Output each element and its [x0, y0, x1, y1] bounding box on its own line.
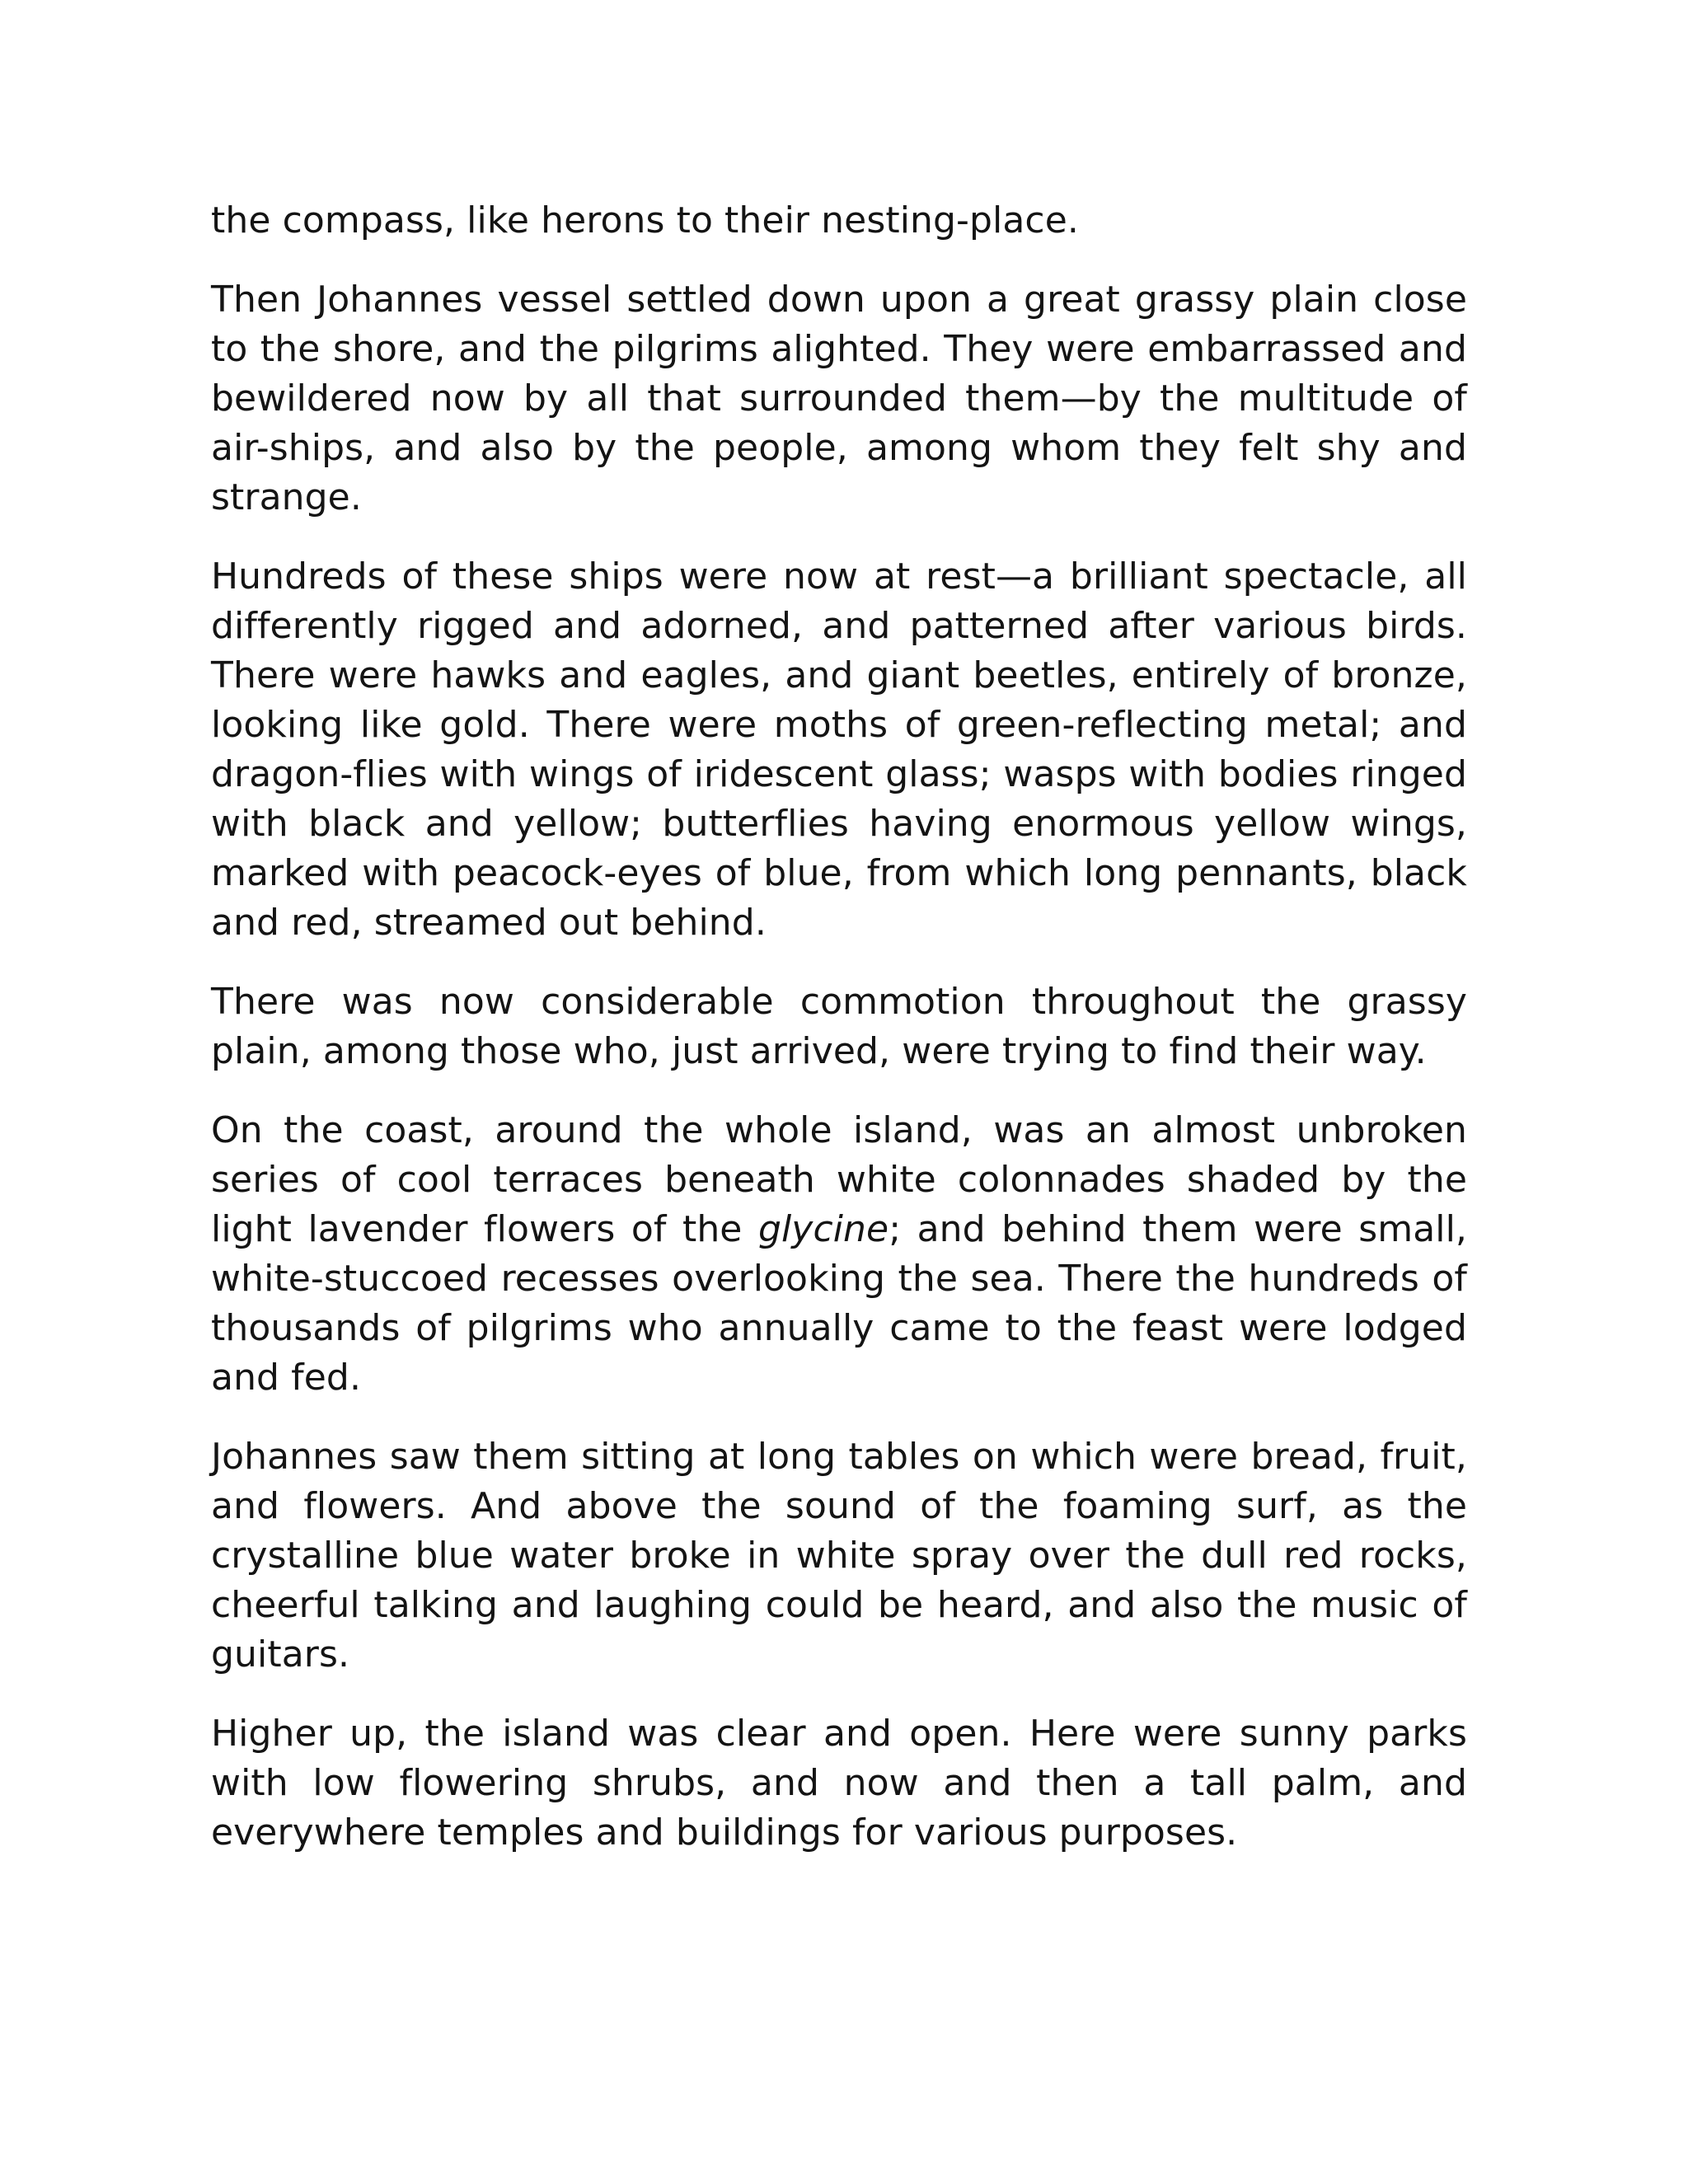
- paragraph-5-text-before: On the coast, around the whole island, was an almost unbroken series of cool terraces beneath white colonnades shaded by the light lavender flowers of the: [211, 1109, 1467, 1250]
- paragraph-2: Then Johannes vessel settled down upon a great grassy plain close to the shore, and the pilgrims alighted. They were embarrassed and bewildered now by all that surrounded them—by the multitude of air-ships, and also by the people, among whom they felt shy and strange.: [211, 279, 1467, 518]
- paragraph-7: Higher up, the island was clear and open. Here were sunny parks with low flowering shrubs, and now and then a tall palm, and everywhere temples and buildings for various purposes.: [211, 1713, 1467, 1854]
- paragraph-5-text-after: ; and behind them were small, white-stuccoed recesses overlooking the sea. There the hundreds of thousands of pilgrims who annually came to the feast were lodged and fed.: [211, 1208, 1467, 1399]
- paragraph-6: Johannes saw them sitting at long tables on which were bread, fruit, and flowers. And above the sound of the foaming surf, as the crystalline blue water broke in white spray over the dull red rocks, cheerful talking and laughing could be heard, and also the music of guitars.: [211, 1436, 1467, 1675]
- paragraph-3: Hundreds of these ships were now at rest—a brilliant spectacle, all differently rigged and adorned, and patterned after various birds. There were hawks and eagles, and giant beetles, entirely of bronze, looking like gold. There were moths of green-reflecting metal; and dragon-flies with wings of iridescent glass; wasps with bodies ringed with black and yellow; butterflies having enormous yellow wings, marked with peacock-eyes of blue, from which long pennants, black and red, streamed out behind.: [211, 555, 1467, 944]
- paragraph-1: the compass, like herons to their nesting-place.: [211, 199, 1079, 241]
- document-page: [211, 196, 1467, 1858]
- italic-term-glycine: glycine: [757, 1208, 889, 1250]
- paragraph-4: There was now considerable commotion throughout the grassy plain, among those who, just arrived, were trying to find their way.: [211, 981, 1467, 1072]
- paragraph-5: [211, 1106, 1467, 1403]
